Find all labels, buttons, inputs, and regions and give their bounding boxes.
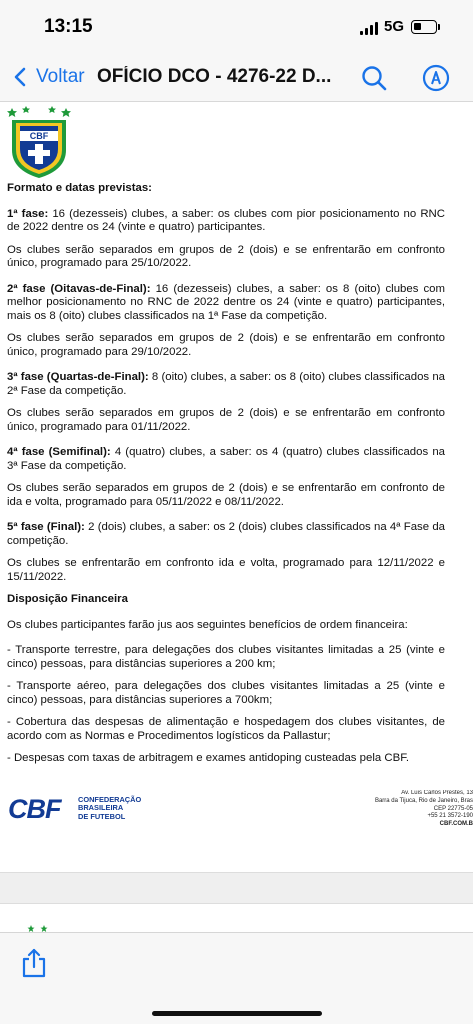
cbf-organization-name: CONFEDERAÇÃO BRASILEIRA DE FUTEBOL bbox=[78, 795, 142, 821]
fase-3: 3ª fase (Quartas-de-Final): 8 (oito) clubes, a saber: os 8 (oito) clubes classificados na 2ª Fase da competição. bbox=[7, 371, 445, 397]
battery-tip bbox=[438, 24, 440, 30]
cbf-address: Av. Luis Carlos Prestes, 13 Barra da Tijuca, Rio de Janeiro, Bras CEP 22775-05 +55 21 3572-190 CBF.COM.B bbox=[360, 790, 473, 829]
format-heading: Formato e datas previstas: bbox=[7, 182, 152, 194]
navigation-bar bbox=[0, 52, 473, 102]
markup-pen-icon[interactable] bbox=[422, 64, 450, 92]
fase-3-detail: Os clubes serão separados em grupos de 2 (dois) e se enfrentarão em confronto único, programado para 01/11/2022. bbox=[7, 407, 445, 433]
bottom-toolbar bbox=[0, 932, 473, 1024]
battery-icon bbox=[411, 20, 437, 34]
chevron-left-icon bbox=[10, 66, 32, 88]
financial-intro: Os clubes participantes farão jus aos seguintes benefícios de ordem financeira: bbox=[7, 618, 408, 631]
benefit-item: - Despesas com taxas de arbitragem e exames antidoping custeadas pela CBF. bbox=[7, 752, 410, 764]
battery-level bbox=[414, 23, 421, 30]
cellular-signal-icon bbox=[360, 22, 380, 35]
fase-1: 1ª fase: 16 (dezesseis) clubes, a saber: os clubes com pior posicionamento no RNC de 2022 dentre os 24 (vinte e quatro) participantes. bbox=[7, 207, 445, 233]
next-document-page[interactable] bbox=[0, 904, 473, 934]
financial-heading: Disposição Financeira bbox=[7, 593, 128, 605]
svg-text:CBF: CBF bbox=[29, 131, 49, 141]
share-icon[interactable] bbox=[20, 947, 48, 979]
fase-1-detail: Os clubes serão separados em grupos de 2 (dois) e se enfrentarão em confronto único, programado para 25/10/2022. bbox=[7, 243, 445, 269]
benefit-item: - Transporte terrestre, para delegações dos clubes visitantes limitadas a 25 (vinte e cinco) pessoas, para distâncias superiores a 200 km; bbox=[7, 644, 445, 670]
document-page[interactable] bbox=[0, 102, 473, 872]
page-separator bbox=[0, 872, 473, 904]
status-bar bbox=[0, 0, 473, 52]
benefit-item: - Transporte aéreo, para delegações dos clubes visitantes limitadas a 25 (vinte e cinco) pessoas, para distâncias superiores a 700km; bbox=[7, 680, 445, 706]
back-button[interactable] bbox=[10, 63, 85, 91]
fase-5: 5ª fase (Final): 2 (dois) clubes, a saber: os 2 (dois) clubes classificados na 4ª Fase da competição. bbox=[7, 521, 445, 547]
document-title: OFÍCIO DCO - 4276-22 D... bbox=[97, 66, 332, 87]
status-time: 13:15 bbox=[44, 16, 93, 37]
benefit-item: - Cobertura das despesas de alimentação e hospedagem dos clubes visitantes, de acordo com as Normas e Procedimentos logísticos da Pallastur; bbox=[7, 716, 445, 742]
cbf-website: CBF.COM.B bbox=[439, 821, 473, 828]
fase-4-detail: Os clubes serão separados em grupos de 2 (dois) e se enfrentarão em confronto de ida e volta, programado para 05/11/2022 e 08/11/2022. bbox=[7, 482, 445, 508]
fase-2: 2ª fase (Oitavas-de-Final): 16 (dezesseis) clubes, a saber: os 8 (oito) clubes com melhor posicionamento no RNC de 2022 dentre os 24 (vinte e quatro) participantes, mais os 8 (oito) clubes classificados na 1ª Fase da competição. bbox=[7, 282, 445, 322]
back-label: Voltar bbox=[36, 66, 85, 87]
fase-4: 4ª fase (Semifinal): 4 (quatro) clubes, a saber: os 4 (quatro) clubes classificados na 3ª Fase da competição. bbox=[7, 446, 445, 472]
home-indicator[interactable] bbox=[152, 1011, 322, 1016]
search-icon[interactable] bbox=[360, 64, 388, 92]
fase-2-detail: Os clubes serão separados em grupos de 2 (dois) e se enfrentarão em confronto único, programado para 29/10/2022. bbox=[7, 332, 445, 358]
fase-5-detail: Os clubes se enfrentarão em confronto ida e volta, programado para 12/11/2022 e 15/11/2022. bbox=[7, 557, 445, 583]
cbf-crest-logo bbox=[6, 104, 72, 180]
network-type: 5G bbox=[384, 18, 405, 35]
document-footer bbox=[0, 790, 473, 830]
document-text bbox=[7, 182, 445, 775]
cbf-footer-logo: CBF bbox=[8, 794, 61, 824]
